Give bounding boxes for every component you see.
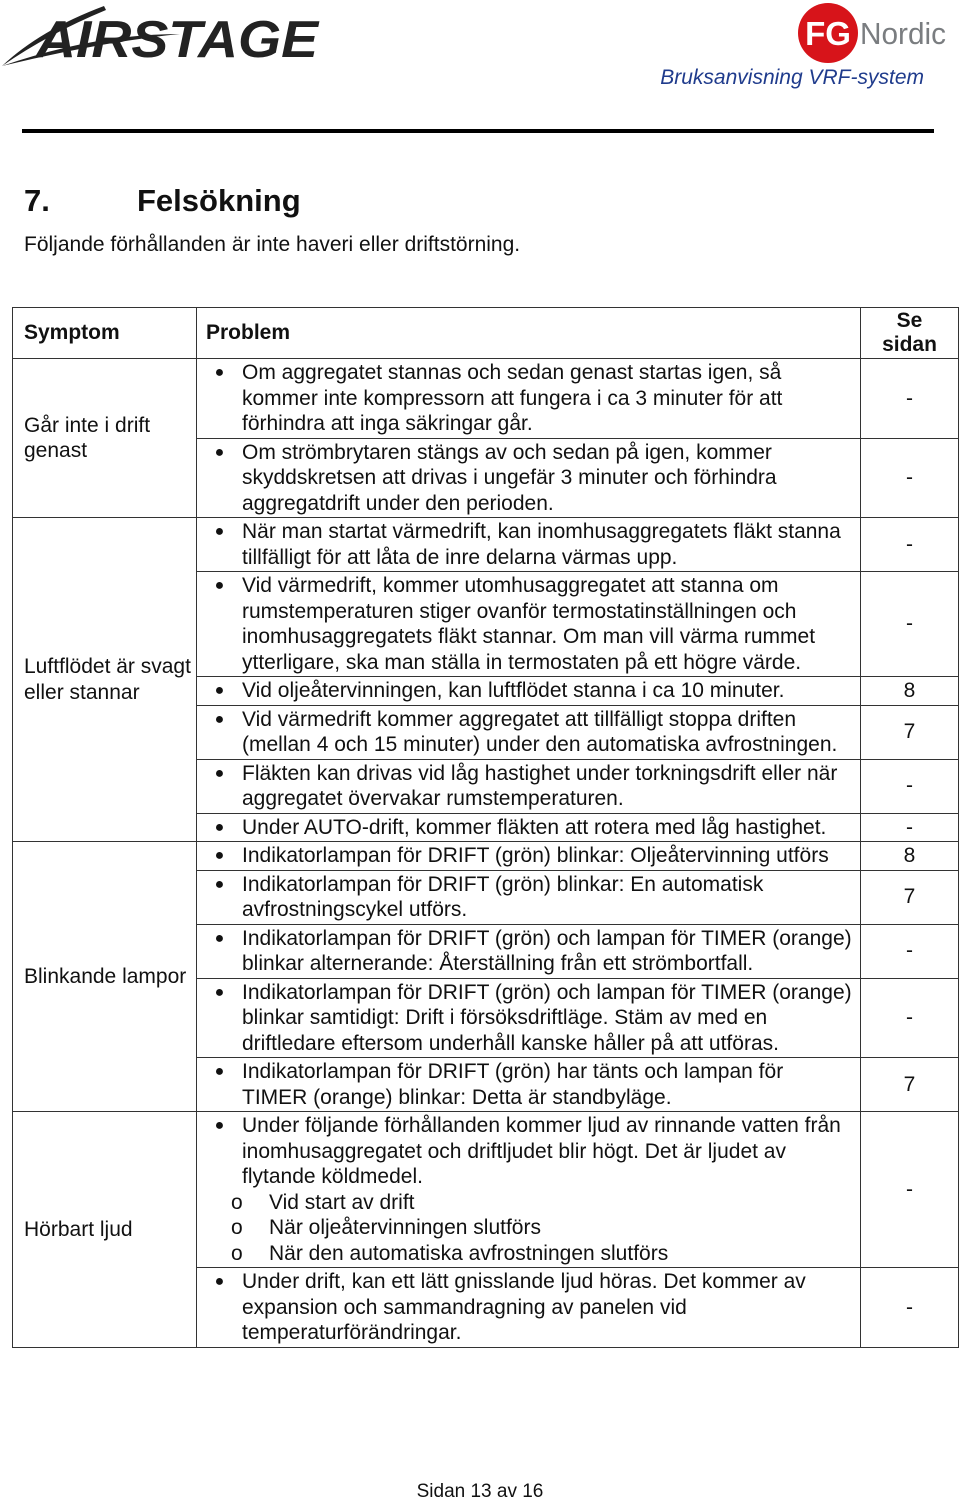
problem-cell — [197, 842, 861, 871]
problem-cell — [197, 438, 861, 518]
problem-cell — [197, 924, 861, 978]
page-ref-cell: 7 — [861, 1058, 959, 1112]
table-row — [13, 518, 959, 572]
problem-text: Vid värmedrift kommer aggregatet att tillfälligt stoppa driften (mellan 4 och 15 minuter) under den automatiska avfrostningen. — [242, 707, 838, 756]
circle-bullet-icon: o — [231, 1241, 243, 1265]
list-item — [197, 519, 852, 570]
header-page-line1: Se — [896, 309, 923, 332]
nordic-wordmark: Nordic — [860, 16, 946, 51]
problem-cell — [197, 677, 861, 706]
table-header-row — [13, 308, 959, 359]
problem-text: Vid oljeåtervinningen, kan luftflödet stanna i ca 10 minuter. — [242, 679, 785, 702]
list-item — [197, 761, 852, 812]
list-item — [197, 1269, 852, 1346]
list-item — [197, 440, 852, 517]
problem-cell — [197, 518, 861, 572]
symptom-cell: Blinkande lampor — [13, 842, 197, 1112]
section-title: Felsökning — [137, 183, 301, 218]
list-item — [197, 926, 852, 977]
table-row — [13, 842, 959, 871]
page-number: Sidan 13 av 16 — [416, 1481, 544, 1502]
table-row — [13, 359, 959, 439]
page-ref-cell: - — [861, 924, 959, 978]
problem-text: Indikatorlampan för DRIFT (grön) och lampan för TIMER (orange) blinkar alternerande: Återställning från ett strömbortfall. — [242, 926, 852, 975]
list-item — [197, 573, 852, 675]
list-item — [197, 360, 852, 437]
problem-text: Indikatorlampan för DRIFT (grön) blinkar: En automatisk avfrostningscykel utförs. — [242, 872, 764, 921]
page-ref-cell: - — [861, 759, 959, 813]
sub-list-item — [197, 1215, 852, 1241]
problem-cell — [197, 1058, 861, 1112]
section-number: 7. — [24, 183, 50, 218]
circle-bullet-icon: o — [231, 1216, 243, 1239]
problem-cell — [197, 759, 861, 813]
fg-nordic-logo — [796, 2, 948, 64]
header-problem: Problem — [197, 308, 861, 359]
sub-list-item — [197, 1190, 852, 1216]
fg-monogram: FG — [805, 15, 851, 52]
list-item — [197, 1113, 852, 1190]
problem-text: Om strömbrytaren stängs av och sedan på igen, kommer skyddskretsen att drivas i ungefär 3 minuter och förhindra aggregatdrift under den perioden. — [242, 440, 777, 515]
sub-item-text: När oljeåtervinningen slutförs — [269, 1216, 541, 1239]
problem-cell — [197, 572, 861, 677]
sub-item-text: Vid start av drift — [269, 1190, 415, 1214]
brand-wordmark: AIRSTAGE — [33, 11, 320, 69]
sub-list-item — [197, 1241, 852, 1267]
list-item — [197, 843, 852, 869]
page-header — [0, 0, 960, 140]
bullet-icon: ● — [214, 847, 225, 864]
symptom-cell: Hörbart ljud — [13, 1112, 197, 1348]
troubleshooting-table — [12, 307, 959, 1348]
page-ref-cell: 8 — [861, 842, 959, 871]
page-ref-cell: 7 — [861, 870, 959, 924]
bullet-icon: ● — [214, 443, 225, 461]
page-ref-cell: - — [861, 572, 959, 677]
section-intro: Följande förhållanden är inte haveri eller driftstörning. — [24, 233, 521, 256]
circle-bullet-icon: o — [231, 1190, 243, 1214]
problem-text: När man startat värmedrift, kan inomhusaggregatets fläkt stanna tillfälligt för att låta de inre delarna värmas upp. — [242, 520, 841, 569]
bullet-icon: ● — [214, 364, 225, 381]
page-ref-cell: - — [861, 978, 959, 1058]
bullet-icon: ● — [214, 682, 225, 699]
airstage-logo — [0, 0, 345, 72]
problem-cell — [197, 870, 861, 924]
problem-text: Indikatorlampan för DRIFT (grön) har tänts och lampan för TIMER (orange) blinkar: Detta är standbyläge. — [242, 1060, 784, 1109]
problem-cell — [197, 1268, 861, 1348]
document-subtitle: Bruksanvisning VRF-system — [660, 66, 924, 89]
list-item — [197, 1059, 852, 1110]
problem-text: Vid värmedrift, kommer utomhusaggregatet att stanna om rumstemperaturen stiger ovanför termostatinställningen och inomhusaggregatets fläkt stannar. Om man vill värma rummet ytterligare, ska man ställa in termostaten på ett högre värde. — [242, 574, 816, 674]
bullet-icon: ● — [214, 710, 225, 728]
problem-text: Indikatorlampan för DRIFT (grön) blinkar: Oljeåtervinning utförs — [242, 844, 829, 867]
page-ref-cell: - — [861, 438, 959, 518]
problem-text: Under drift, kan ett lätt gnisslande ljud höras. Det kommer av expansion och sammandragning av panelen vid temperaturförändringar. — [242, 1270, 806, 1344]
problem-cell — [197, 1112, 861, 1268]
bullet-icon: ● — [214, 1063, 225, 1080]
problem-text: Fläkten kan drivas vid låg hastighet under torkningsdrift eller när aggregatet övervakar rumstemperaturen. — [242, 761, 838, 810]
bullet-icon: ● — [214, 764, 225, 782]
problem-text: Under följande förhållanden kommer ljud av rinnande vatten från inomhusaggregatet och driftljudet blir högt. Det är ljudet av flytande köldmedel. — [242, 1114, 841, 1188]
table-body — [13, 359, 959, 1348]
bullet-icon: ● — [214, 1117, 225, 1134]
section-heading — [24, 183, 301, 219]
table-row — [13, 1112, 959, 1268]
list-item — [197, 872, 852, 923]
page-ref-cell: - — [861, 1112, 959, 1268]
symptom-cell: Går inte i drift genast — [13, 359, 197, 518]
problem-cell — [197, 359, 861, 439]
sub-item-text: När den automatiska avfrostningen slutförs — [269, 1241, 669, 1265]
header-page-line2: sidan — [882, 333, 937, 356]
symptom-cell: Luftflödet är svagt eller stannar — [13, 518, 197, 842]
problem-text: Under AUTO-drift, kommer fläkten att rotera med låg hastighet. — [242, 815, 827, 839]
problem-cell — [197, 705, 861, 759]
problem-text: Om aggregatet stannas och sedan genast startas igen, så kommer inte kompressorn att fungera i ca 3 minuter för att förhindra att inga säkringar går. — [242, 361, 783, 435]
bullet-icon: ● — [214, 818, 225, 836]
list-item — [197, 678, 852, 704]
problem-cell — [197, 813, 861, 842]
bullet-icon: ● — [214, 577, 225, 594]
bullet-icon: ● — [214, 1273, 225, 1290]
page-ref-cell: - — [861, 1268, 959, 1348]
page-ref-cell: - — [861, 518, 959, 572]
list-item — [197, 980, 852, 1057]
header-symptom: Symptom — [13, 308, 197, 359]
bullet-icon: ● — [214, 523, 225, 540]
page-ref-cell: 8 — [861, 677, 959, 706]
bullet-icon: ● — [214, 875, 225, 893]
problem-text: Indikatorlampan för DRIFT (grön) och lampan för TIMER (orange) blinkar samtidigt: Drift i försöksdriftläge. Stäm av med en driftledare eftersom underhåll kanske håller på att utföras. — [242, 980, 852, 1055]
header-divider — [22, 129, 934, 133]
page-ref-cell: 7 — [861, 705, 959, 759]
problem-cell — [197, 978, 861, 1058]
bullet-icon: ● — [214, 983, 225, 1001]
header-page-ref — [861, 308, 959, 359]
list-item — [197, 707, 852, 758]
page-ref-cell: - — [861, 359, 959, 439]
page-ref-cell: - — [861, 813, 959, 842]
list-item — [197, 815, 852, 841]
bullet-icon: ● — [214, 929, 225, 947]
